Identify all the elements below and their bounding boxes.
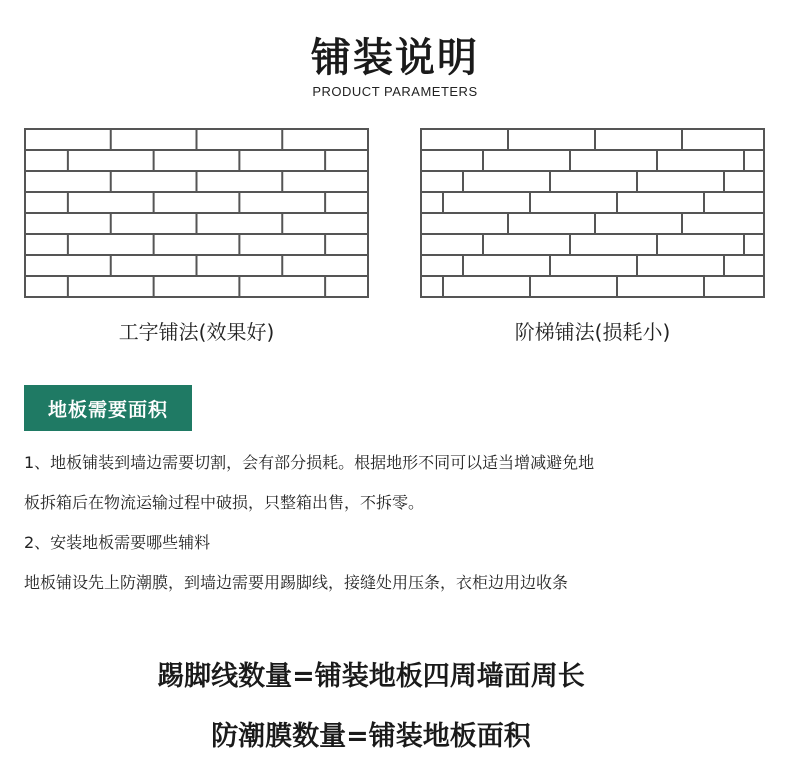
- staggered-pattern-caption: 阶梯铺法(损耗小): [514, 320, 671, 344]
- staggered-pattern-diagram: [420, 128, 765, 298]
- page-title: 铺装说明: [311, 35, 479, 81]
- paragraph-4: 地板铺设先上防潮膜，到墙边需要用踢脚线，接缝处用压条，衣柜边用边收条: [24, 573, 569, 592]
- paragraph-3: 2、安装地板需要哪些辅料: [24, 533, 211, 552]
- herringbone-i-pattern-diagram: [24, 128, 369, 298]
- i-pattern-caption: 工字铺法(效果好): [118, 320, 275, 344]
- paragraph-1: 1、地板铺装到墙边需要切割，会有部分损耗。根据地形不同可以适当增减避免地: [24, 453, 595, 472]
- section-badge: 地板需要面积: [24, 385, 192, 431]
- formula-skirting: 踢脚线数量=铺装地板四周墙面周长: [157, 661, 585, 692]
- i-pattern-svg: [24, 128, 369, 298]
- page-subtitle: PRODUCT PARAMETERS: [312, 84, 478, 99]
- paragraph-2: 板拆箱后在物流运输过程中破损，只整箱出售，不拆零。: [24, 493, 425, 512]
- staggered-pattern-svg: [420, 128, 765, 298]
- formula-moisture-film: 防潮膜数量=铺装地板面积: [211, 721, 531, 752]
